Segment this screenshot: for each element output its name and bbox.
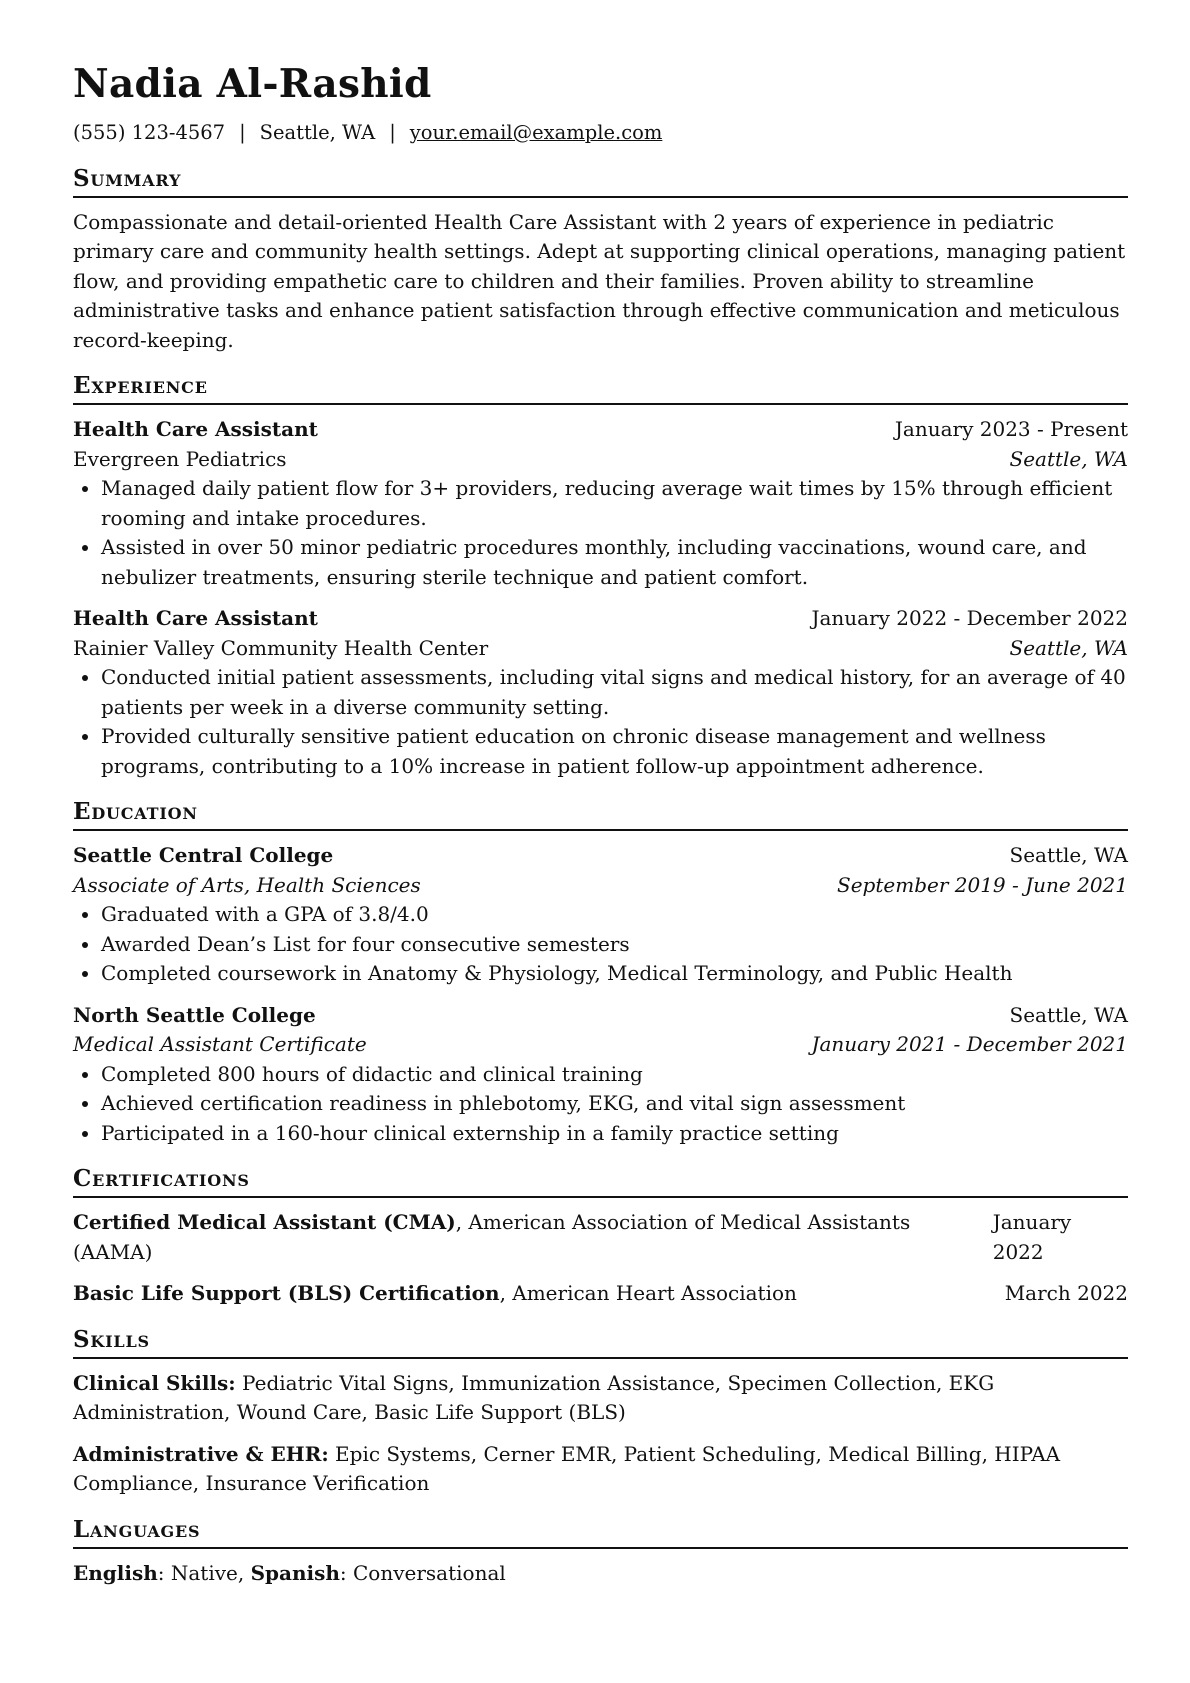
certification-item [73, 1208, 1128, 1267]
education-dates: September 2019 - June 2021 [837, 872, 1128, 897]
job-bullet: • Assisted in over 50 minor pediatric procedures monthly, including vaccinations, wound care, and nebulizer treatments, ensuring sterile technique and patient comfort. [101, 533, 1128, 592]
education-bullet: • Graduated with a GPA of 3.8/4.0 [101, 900, 1128, 930]
education-dates: January 2021 - December 2021 [811, 1032, 1128, 1056]
education-bullets [73, 1060, 1128, 1149]
certification-text [73, 1208, 993, 1267]
job-location: Seattle, WA [1009, 446, 1128, 471]
candidate-name: Nadia Al-Rashid [73, 61, 432, 107]
experience-heading: Experience [73, 371, 1128, 405]
certification-date: January 2022 [992, 1210, 1072, 1264]
education-bullet: • Participated in a 160-hour clinical externship in a family practice setting [101, 1119, 1128, 1149]
education-heading: Education [73, 797, 1128, 831]
certification-item [73, 1279, 1128, 1309]
certifications-heading: Certifications [73, 1164, 1128, 1198]
job-bullet: • Provided culturally sensitive patient education on chronic disease management and wellness programs, contributing to a 10% increase in patient follow-up appointment adherence. [101, 722, 1128, 781]
languages-heading: Languages [73, 1515, 1128, 1549]
job-title: Health Care Assistant [73, 417, 318, 441]
education-entry [73, 1001, 1128, 1149]
certification-name: Certified Medical Assistant (CMA) [73, 1210, 456, 1234]
skill-group-text: Pediatric Vital Signs, Immunization Assistance, Specimen Collection, EKG Administration, Wound Care, Basic Life Support (BLS) [73, 1370, 995, 1424]
location: Seattle, WA [259, 121, 376, 144]
skills-section [73, 1325, 1128, 1499]
job-subheader [73, 634, 1128, 664]
degree: Associate of Arts, Health Sciences [73, 872, 421, 897]
certification-name: Basic Life Support (BLS) Certification [73, 1281, 500, 1305]
job-entry [73, 604, 1128, 781]
school-location: Seattle, WA [1009, 1002, 1128, 1027]
certifications-section [73, 1164, 1128, 1309]
phone-number: (555) 123-4567 [73, 121, 226, 144]
education-subheader [73, 871, 1128, 901]
language-level: : Conversational [339, 1560, 506, 1585]
contact-separator: | [239, 121, 246, 144]
job-title: Health Care Assistant [73, 606, 318, 630]
education-entry [73, 841, 1128, 989]
language-level: : Native, [157, 1560, 251, 1585]
education-bullet: • Achieved certification readiness in phlebotomy, EKG, and vital sign assessment [101, 1089, 1128, 1119]
summary-text: Compassionate and detail-oriented Health Care Assistant with 2 years of experience in pediatric primary care and community health settings. Adept at supporting clinical operations, managing patient flow, and providing empathetic care to children and their families. Proven ability to streamline administrative tasks and enhance patient satisfaction through effective communication and meticulous record-keeping. [73, 209, 1126, 352]
education-header [73, 1001, 1128, 1031]
education-bullet: • Awarded Dean’s List for four consecutive semesters [101, 930, 1128, 960]
job-subheader [73, 445, 1128, 475]
languages-section [73, 1515, 1128, 1589]
certification-issuer: , American Association of Medical Assistants (AAMA) [73, 1210, 911, 1264]
job-entry [73, 415, 1128, 592]
education-bullet: • Completed coursework in Anatomy & Physiology, Medical Terminology, and Public Health [101, 959, 1128, 989]
job-bullet: • Managed daily patient flow for 3+ providers, reducing average wait times by 15% through efficient rooming and intake procedures. [101, 474, 1128, 533]
job-employer: Evergreen Pediatrics [73, 446, 287, 471]
job-bullets [73, 663, 1128, 781]
experience-section [73, 371, 1128, 781]
job-location: Seattle, WA [1009, 635, 1128, 660]
skill-group-text: Epic Systems, Cerner EMR, Patient Scheduling, Medical Billing, HIPAA Compliance, Insurance Verification [73, 1441, 1061, 1495]
skill-group [73, 1369, 1128, 1428]
languages-line [73, 1559, 1128, 1589]
degree: Medical Assistant Certificate [73, 1032, 367, 1056]
certification-date: March 2022 [1004, 1281, 1128, 1305]
education-bullets [73, 900, 1128, 989]
skill-group [73, 1440, 1128, 1499]
email-link[interactable]: your.email@example.com [409, 121, 663, 144]
education-header [73, 841, 1128, 871]
skills-heading: Skills [73, 1325, 1128, 1359]
skill-group-label: Clinical Skills: [73, 1370, 236, 1395]
language-name: English [73, 1560, 158, 1585]
job-header [73, 415, 1128, 445]
contact-line [73, 118, 1128, 148]
school-name: Seattle Central College [73, 843, 334, 867]
resume-content [73, 60, 1128, 1588]
education-bullet: • Completed 800 hours of didactic and clinical training [101, 1060, 1128, 1090]
language-name: Spanish [250, 1560, 340, 1585]
school-name: North Seattle College [73, 1002, 316, 1027]
job-dates: January 2023 - Present [894, 417, 1128, 441]
school-location: Seattle, WA [1009, 843, 1128, 867]
job-employer: Rainier Valley Community Health Center [73, 635, 489, 660]
job-bullets [73, 474, 1128, 592]
summary-heading: Summary [73, 164, 1128, 198]
education-section [73, 797, 1128, 1148]
job-header [73, 604, 1128, 634]
job-dates: January 2022 - December 2022 [811, 606, 1128, 630]
certification-issuer: , American Heart Association [499, 1281, 797, 1305]
job-bullet: • Conducted initial patient assessments, including vital signs and medical history, for an average of 40 patients per week in a diverse community setting. [101, 663, 1128, 722]
skill-group-label: Administrative & EHR: [73, 1441, 329, 1466]
summary-section [73, 164, 1128, 356]
certification-text [73, 1279, 797, 1309]
contact-separator: | [389, 121, 396, 144]
education-subheader [73, 1030, 1128, 1060]
